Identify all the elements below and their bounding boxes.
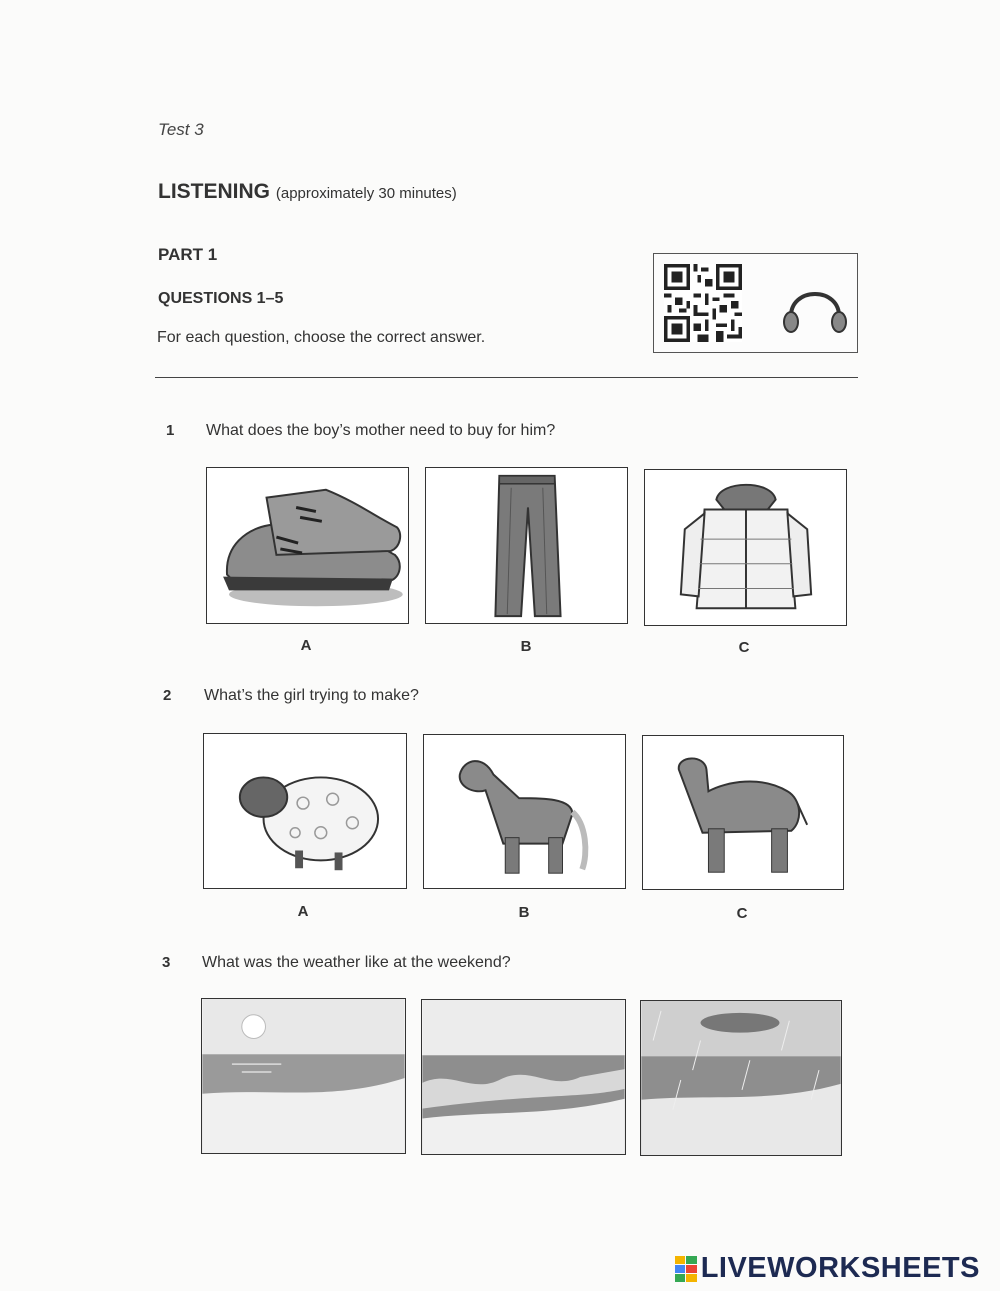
option-picture-camel[interactable] [642, 735, 844, 890]
section-title-text: LISTENING [158, 180, 271, 203]
questions-title: QUESTIONS 1–5 [158, 290, 284, 307]
jacket-icon [645, 470, 846, 625]
test-label: Test 3 [158, 120, 204, 139]
trousers-icon [426, 468, 627, 623]
section-title [158, 180, 457, 204]
option-picture-windy-beach[interactable] [421, 999, 626, 1155]
option-picture-sunny-beach[interactable] [201, 998, 406, 1154]
option-picture-jacket[interactable] [644, 469, 847, 626]
option-letter: C [738, 639, 750, 656]
question-number: 2 [163, 687, 172, 704]
section-divider [155, 377, 858, 378]
option-letter: A [300, 637, 312, 654]
question-text: What does the boy’s mother need to buy for him? [206, 422, 556, 439]
option-picture-sheep[interactable] [203, 733, 407, 889]
brand-logo-icon [675, 1256, 697, 1282]
option-letter: B [518, 904, 530, 921]
option-picture-trousers[interactable] [425, 467, 628, 624]
sheep-icon [204, 734, 406, 888]
question-text: What was the weather like at the weekend? [202, 954, 511, 971]
part-title: PART 1 [158, 245, 218, 264]
option-picture-shoes[interactable] [206, 467, 409, 624]
question-text: What’s the girl trying to make? [204, 687, 419, 704]
shoes-icon [207, 468, 408, 623]
option-picture-rainy-beach[interactable] [640, 1000, 842, 1156]
option-letter: C [736, 905, 748, 922]
audio-box [653, 253, 858, 353]
option-letter: B [520, 638, 532, 655]
liveworksheets-logo [675, 1252, 980, 1285]
instruction-text: For each question, choose the correct answer. [157, 329, 486, 346]
question-number: 1 [166, 422, 175, 439]
option-picture-horse[interactable] [423, 734, 626, 889]
option-letter: A [297, 903, 309, 920]
horse-icon [424, 735, 625, 888]
headphones-icon [779, 272, 851, 338]
brand-text: LIVEWORKSHEETS [700, 1252, 980, 1284]
question-number: 3 [162, 954, 171, 971]
camel-icon [643, 736, 843, 889]
rainy-beach-icon [641, 1001, 841, 1155]
sunny-beach-icon [202, 999, 405, 1153]
qr-code-icon[interactable] [664, 264, 742, 342]
windy-beach-icon [422, 1000, 625, 1154]
section-duration: (approximately 30 minutes) [275, 185, 457, 202]
